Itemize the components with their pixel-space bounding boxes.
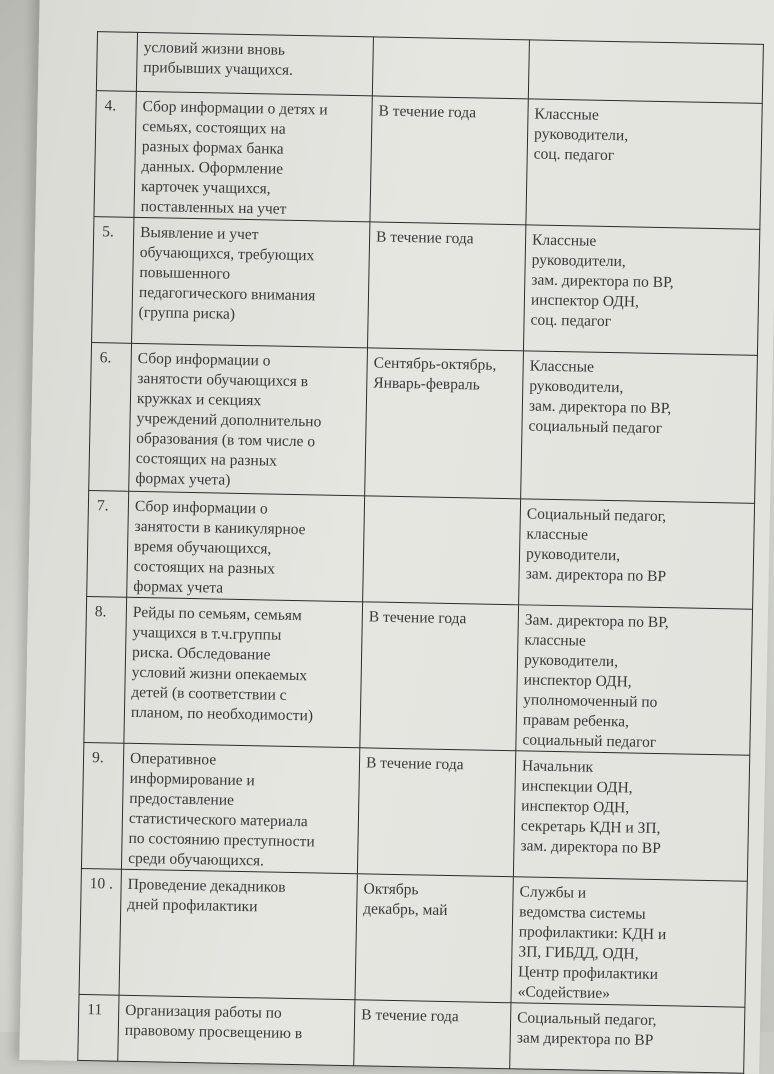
task-line: время обучающихся,	[133, 537, 272, 558]
responsible-line: уполномоченный по	[523, 691, 658, 711]
task-line: правовому просвещению в	[124, 1021, 303, 1043]
plan-table	[77, 31, 764, 1074]
responsible-cell	[510, 1003, 745, 1073]
task-line: риска. Обследование	[131, 643, 271, 664]
table-row	[92, 217, 760, 356]
period-line: В течение года	[375, 228, 474, 248]
task-line: семьях, состоящих на	[142, 117, 286, 138]
row-number: 11	[78, 994, 119, 1061]
task-line: детей (в соответствии с	[131, 683, 287, 704]
responsible-line: зам. директора по ВР,	[531, 271, 674, 292]
task-cell	[124, 597, 363, 748]
task-cell	[118, 995, 355, 1066]
period-cell	[365, 348, 524, 499]
row-number	[96, 32, 137, 92]
task-line: информирование и	[129, 769, 255, 790]
task-line: прибывших учащихся.	[143, 59, 294, 79]
responsible-line: ведомства системы	[519, 903, 646, 923]
task-line: условий жизни вновь	[143, 39, 286, 59]
responsible-line: руководители,	[523, 651, 619, 671]
document-page	[19, 0, 774, 1074]
period-cell	[357, 748, 515, 877]
responsible-line: Классные	[531, 231, 597, 250]
task-line: учреждений дополнительно	[136, 409, 322, 431]
responsible-line: Классные	[529, 357, 595, 376]
responsible-line: руководители,	[533, 125, 629, 145]
period-line: В течение года	[361, 1006, 459, 1026]
responsible-line: руководители,	[529, 377, 624, 397]
row-number: 8.	[84, 597, 127, 744]
period-line: декабрь, май	[363, 900, 448, 919]
table-row	[81, 742, 749, 881]
responsible-line: руководители,	[531, 251, 626, 271]
task-line: данных. Оформление	[141, 157, 284, 178]
row-number: 9.	[81, 742, 123, 869]
table-row	[84, 597, 753, 756]
task-line: поставленных на учет	[140, 197, 287, 218]
task-line: предоставление	[129, 789, 235, 809]
task-line: Рейды по семьям, семьям	[132, 603, 302, 625]
responsible-line: инспектор ОДН,	[521, 797, 630, 817]
task-line: карточек учащихся,	[140, 177, 271, 198]
responsible-line: Службы и	[519, 883, 587, 902]
task-line: Проведение декадников	[127, 875, 286, 896]
responsible-line: Начальник	[521, 757, 594, 776]
responsible-line: инспектор ОДН,	[523, 671, 632, 691]
responsible-line: классные	[524, 631, 587, 650]
row-number: 4.	[94, 91, 136, 218]
responsible-line: классные	[526, 525, 589, 544]
responsible-cell	[519, 499, 755, 609]
task-line: дней профилактики	[127, 895, 258, 916]
period-cell	[354, 1000, 511, 1069]
responsible-line: Социальный педагог,	[517, 1009, 657, 1030]
task-cell	[136, 32, 373, 96]
responsible-line: Центр профилактики	[517, 963, 659, 984]
plan-table-body	[78, 32, 764, 1074]
period-cell	[370, 96, 528, 225]
responsible-cell	[526, 99, 762, 229]
responsible-line: инспекции ОДН,	[521, 777, 633, 797]
responsible-line: зам директора по ВР	[516, 1029, 654, 1049]
task-cell	[121, 743, 359, 874]
table-row	[89, 343, 758, 504]
task-line: учащихся в т.ч.группы	[132, 623, 282, 644]
responsible-line: Зам. директора по ВР,	[524, 611, 669, 632]
task-cell	[132, 217, 370, 348]
responsible-cell	[513, 751, 749, 881]
task-line: среди обучающихся.	[127, 849, 265, 870]
period-line: Сентябрь-октябрь,	[373, 354, 497, 374]
task-line: Организация работы по	[125, 1001, 282, 1022]
row-number: 6.	[89, 343, 132, 492]
task-line: (группа риска)	[138, 303, 236, 323]
period-line: В течение года	[368, 608, 467, 628]
responsible-line: соц. педагог	[530, 311, 612, 331]
table-row	[94, 91, 762, 230]
responsible-line: зам. директора по ВР	[520, 837, 662, 858]
task-line: обучающихся, требующих	[139, 243, 315, 265]
task-line: состоящих на разных	[133, 557, 276, 578]
task-line: состоящих на разных	[135, 449, 278, 470]
period-cell	[360, 602, 519, 751]
responsible-line: правам ребенка,	[522, 711, 630, 731]
task-line: разных формах банка	[141, 137, 284, 158]
responsible-line: руководители,	[525, 545, 621, 565]
table-row	[78, 994, 745, 1073]
task-line: Выявление и учет	[140, 223, 259, 244]
task-line: планом, по необходимости)	[130, 703, 314, 725]
responsible-cell	[528, 40, 763, 103]
task-line: формах учета)	[135, 469, 231, 489]
responsible-cell	[511, 877, 747, 1007]
task-line: кружках и секциях	[136, 389, 262, 410]
responsible-line: Классные	[534, 105, 599, 124]
period-line: Январь-февраль	[373, 374, 480, 394]
responsible-cell	[523, 225, 759, 355]
task-line: условий жизни опекаемых	[131, 663, 308, 685]
responsible-line: Социальный педагог,	[526, 505, 667, 526]
responsible-line: секретарь КДН и ЗП,	[520, 817, 661, 838]
task-line: образования (в том числе о	[136, 429, 316, 451]
row-number: 5.	[92, 217, 134, 344]
responsible-line: профилактики: КДН и	[518, 923, 667, 944]
responsible-line: зам. директора по ВР	[525, 565, 667, 586]
responsible-line: ЗП, ГИБДД, ОДН,	[518, 943, 639, 963]
task-cell	[129, 343, 368, 496]
row-number: 10 .	[79, 868, 121, 995]
responsible-line: инспектор ОДН,	[530, 291, 640, 311]
row-number: 7.	[87, 491, 129, 598]
responsible-line: зам. директора по ВР,	[528, 397, 672, 418]
task-cell	[119, 869, 357, 1000]
task-line: по состоянию преступности	[128, 829, 315, 851]
task-line: формах учета	[133, 577, 224, 597]
task-line: Сбор информации о	[137, 349, 271, 370]
table-row	[79, 868, 747, 1007]
task-line: Оперативное	[129, 749, 217, 769]
period-line: В течение года	[378, 102, 477, 122]
task-line: повышенного	[139, 263, 231, 283]
task-line: занятости обучающихся в	[137, 369, 309, 391]
period-cell	[355, 874, 513, 1003]
task-cell	[134, 91, 372, 222]
responsible-cell	[521, 351, 758, 503]
period-cell	[363, 496, 521, 605]
period-cell	[372, 37, 529, 99]
responsible-cell	[516, 605, 753, 755]
task-line: статистического материала	[128, 809, 308, 831]
task-line: Сбор информации о	[134, 497, 268, 518]
task-line: педагогического внимания	[138, 283, 316, 305]
responsible-line: соц. педагог	[533, 145, 615, 165]
task-line: Сбор информации о детях и	[142, 97, 328, 119]
task-line: занятости в каникулярное	[134, 517, 306, 539]
responsible-line: «Содействие»	[517, 983, 611, 1003]
period-line: Октябрь	[363, 880, 419, 899]
task-cell	[127, 491, 365, 602]
period-cell	[367, 222, 525, 351]
responsible-line: социальный педагог	[528, 417, 663, 438]
period-line: В течение года	[365, 754, 464, 774]
responsible-line: социальный педагог	[522, 731, 657, 751]
table-row	[87, 491, 755, 610]
